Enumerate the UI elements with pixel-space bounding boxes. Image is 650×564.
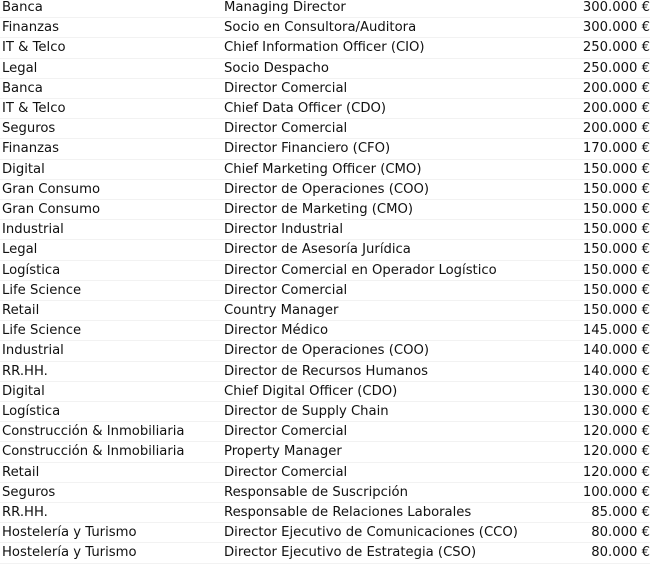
sector-cell: RR.HH. bbox=[2, 363, 48, 379]
sector-cell: Hostelería y Turismo bbox=[2, 545, 137, 561]
sector-cell: IT & Telco bbox=[2, 101, 66, 117]
salary-cell: 140.000 € bbox=[582, 363, 650, 379]
role-cell: Director Financiero (CFO) bbox=[224, 141, 391, 157]
sector-cell: Finanzas bbox=[2, 20, 59, 36]
role-cell: Chief Digital Officer (CDO) bbox=[224, 383, 398, 399]
salary-cell: 120.000 € bbox=[582, 444, 650, 460]
table-row bbox=[0, 240, 650, 260]
salary-cell: 150.000 € bbox=[582, 262, 650, 278]
salary-cell: 150.000 € bbox=[582, 161, 650, 177]
salary-cell: 150.000 € bbox=[582, 242, 650, 258]
sector-cell: Digital bbox=[2, 383, 45, 399]
salary-cell: 130.000 € bbox=[582, 404, 650, 420]
role-cell: Chief Data Officer (CDO) bbox=[224, 101, 386, 117]
salary-cell: 80.000 € bbox=[591, 525, 650, 541]
role-cell: Director de Operaciones (COO) bbox=[224, 181, 429, 197]
salary-cell: 85.000 € bbox=[591, 505, 650, 521]
sector-cell: Seguros bbox=[2, 121, 56, 137]
table-row bbox=[0, 200, 650, 220]
salary-cell: 170.000 € bbox=[582, 141, 650, 157]
role-cell: Director Comercial bbox=[224, 282, 348, 298]
table-row bbox=[0, 78, 650, 98]
sector-cell: RR.HH. bbox=[2, 505, 48, 521]
table-row bbox=[0, 442, 650, 462]
salary-cell: 250.000 € bbox=[582, 40, 650, 56]
salary-cell: 150.000 € bbox=[582, 222, 650, 238]
table-row bbox=[0, 402, 650, 422]
table-row bbox=[0, 381, 650, 401]
table-row bbox=[0, 179, 650, 199]
salary-cell: 150.000 € bbox=[582, 303, 650, 319]
table-row bbox=[0, 220, 650, 240]
role-cell: Property Manager bbox=[224, 444, 342, 460]
sector-cell: Industrial bbox=[2, 222, 64, 238]
salary-cell: 150.000 € bbox=[582, 202, 650, 218]
role-cell: Director Comercial bbox=[224, 121, 348, 137]
table-row bbox=[0, 58, 650, 78]
role-cell: Director Comercial bbox=[224, 424, 348, 440]
salary-cell: 300.000 € bbox=[582, 0, 650, 15]
salary-cell: 250.000 € bbox=[582, 60, 650, 76]
sector-cell: Gran Consumo bbox=[2, 202, 101, 218]
role-cell: Country Manager bbox=[224, 303, 339, 319]
sector-cell: Construcción & Inmobiliaria bbox=[2, 444, 185, 460]
table-row bbox=[0, 99, 650, 119]
sector-cell: Logística bbox=[2, 404, 61, 420]
table-row bbox=[0, 301, 650, 321]
sector-cell: Banca bbox=[2, 80, 43, 96]
table-row bbox=[0, 462, 650, 482]
salary-cell: 140.000 € bbox=[582, 343, 650, 359]
salary-cell: 200.000 € bbox=[582, 101, 650, 117]
table-row bbox=[0, 119, 650, 139]
role-cell: Director de Marketing (CMO) bbox=[224, 202, 414, 218]
sector-cell: Life Science bbox=[2, 282, 82, 298]
salary-cell: 200.000 € bbox=[582, 121, 650, 137]
table-row bbox=[0, 341, 650, 361]
role-cell: Socio en Consultora/Auditora bbox=[224, 20, 417, 36]
sector-cell: Gran Consumo bbox=[2, 181, 101, 197]
salary-cell: 80.000 € bbox=[591, 545, 650, 561]
salary-cell: 150.000 € bbox=[582, 181, 650, 197]
sector-cell: Seguros bbox=[2, 484, 56, 500]
table-row bbox=[0, 503, 650, 523]
table-row bbox=[0, 280, 650, 300]
role-cell: Socio Despacho bbox=[224, 60, 329, 76]
role-cell: Director Médico bbox=[224, 323, 329, 339]
role-cell: Director Industrial bbox=[224, 222, 344, 238]
sector-cell: Hostelería y Turismo bbox=[2, 525, 137, 541]
salary-cell: 130.000 € bbox=[582, 383, 650, 399]
sector-cell: Logística bbox=[2, 262, 61, 278]
sector-cell: Industrial bbox=[2, 343, 64, 359]
sector-cell: Retail bbox=[2, 303, 40, 319]
sector-cell: IT & Telco bbox=[2, 40, 66, 56]
sector-cell: Finanzas bbox=[2, 141, 59, 157]
table-row bbox=[0, 18, 650, 38]
salary-cell: 120.000 € bbox=[582, 424, 650, 440]
role-cell: Director Comercial en Operador Logístico bbox=[224, 262, 497, 278]
sector-cell: Construcción & Inmobiliaria bbox=[2, 424, 185, 440]
table-row bbox=[0, 260, 650, 280]
salary-cell: 120.000 € bbox=[582, 464, 650, 480]
sector-cell: Legal bbox=[2, 60, 38, 76]
role-cell: Director Comercial bbox=[224, 464, 348, 480]
role-cell: Responsable de Suscripción bbox=[224, 484, 408, 500]
salary-cell: 145.000 € bbox=[582, 323, 650, 339]
role-cell: Responsable de Relaciones Laborales bbox=[224, 505, 472, 521]
salary-cell: 300.000 € bbox=[582, 20, 650, 36]
role-cell: Director Ejecutivo de Estrategia (CSO) bbox=[224, 545, 477, 561]
table-row bbox=[0, 482, 650, 502]
sector-cell: Retail bbox=[2, 464, 40, 480]
table-row bbox=[0, 543, 650, 563]
salary-cell: 100.000 € bbox=[582, 484, 650, 500]
table-row bbox=[0, 361, 650, 381]
table-row bbox=[0, 422, 650, 442]
table-row bbox=[0, 0, 650, 18]
table-row bbox=[0, 38, 650, 58]
role-cell: Director de Supply Chain bbox=[224, 404, 389, 420]
salary-cell: 200.000 € bbox=[582, 80, 650, 96]
role-cell: Director Comercial bbox=[224, 80, 348, 96]
sector-cell: Digital bbox=[2, 161, 45, 177]
table-row bbox=[0, 139, 650, 159]
table-row bbox=[0, 159, 650, 179]
role-cell: Managing Director bbox=[224, 0, 346, 15]
role-cell: Director de Recursos Humanos bbox=[224, 363, 429, 379]
role-cell: Director Ejecutivo de Comunicaciones (CCO) bbox=[224, 525, 518, 541]
sector-cell: Banca bbox=[2, 0, 43, 15]
sector-cell: Life Science bbox=[2, 323, 82, 339]
salary-cell: 150.000 € bbox=[582, 282, 650, 298]
role-cell: Director de Asesoría Jurídica bbox=[224, 242, 411, 258]
role-cell: Director de Operaciones (COO) bbox=[224, 343, 429, 359]
table-row bbox=[0, 321, 650, 341]
role-cell: Chief Marketing Officer (CMO) bbox=[224, 161, 422, 177]
role-cell: Chief Information Officer (CIO) bbox=[224, 40, 425, 56]
sector-cell: Legal bbox=[2, 242, 38, 258]
